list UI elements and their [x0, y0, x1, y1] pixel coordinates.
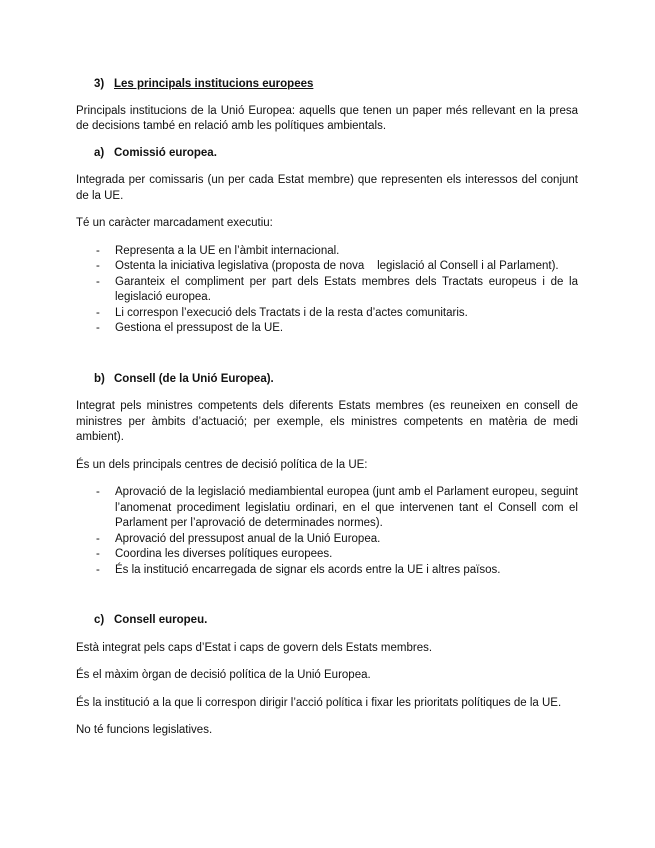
european-council-paragraph: No té funcions legislatives.	[76, 724, 213, 736]
commission-description: Integrada per comissaris (un per cada Estat membre) que representen els interessos del conjunt de la UE.	[76, 174, 578, 202]
section-title: Les principals institucions europees	[114, 78, 314, 90]
list-item: - Coordina les diverses polítiques europees.	[76, 547, 578, 563]
list-item: - Ostenta la iniciativa legislativa (proposta de nova legislació al Consell i al Parlament).	[76, 259, 578, 275]
list-item: - És la institució encarregada de signar els acords entre la UE i altres països.	[76, 563, 578, 579]
list-item: - Aprovació de la legislació mediambiental europea (junt amb el Parlament europeu, seguint l’anomenat procediment legislatiu ordinari, en el que intervenen tant el Consell com el Parlament per l’aprovació de determinades normes).	[76, 485, 578, 532]
council-list	[76, 485, 578, 578]
list-item: - Representa a la UE en l’àmbit internacional.	[76, 244, 578, 260]
list-item: - Li correspon l’execució dels Tractats i de la resta d’actes comunitaris.	[76, 306, 578, 322]
section-heading	[94, 77, 578, 93]
commission-lead: Té un caràcter marcadament executiu:	[76, 217, 273, 229]
council-heading	[94, 372, 578, 388]
european-council-title: Consell europeu.	[114, 614, 208, 626]
european-council-paragraph: És el màxim òrgan de decisió política de la Unió Europea.	[76, 669, 371, 681]
council-title: Consell (de la Unió Europea).	[114, 372, 274, 385]
european-council-paragraph: Està integrat pels caps d’Estat i caps de govern dels Estats membres.	[76, 641, 433, 654]
section-number: 3)	[94, 78, 105, 90]
council-lead: És un dels principals centres de decisió política de la UE:	[76, 458, 368, 471]
european-council-paragraph: És la institució a la que li correspon dirigir l’acció política i fixar les prioritats polítiques de la UE.	[76, 696, 562, 709]
commission-heading	[94, 146, 578, 162]
document-page	[76, 77, 578, 739]
commission-list	[76, 244, 578, 337]
commission-number: a)	[94, 146, 105, 159]
list-item: - Aprovació del pressupost anual de la Unió Europea.	[76, 532, 578, 548]
section-intro: Principals institucions de la Unió Europea: aquells que tenen un paper més rellevant en la presa de decisions també en relació amb les polítiques ambientals.	[76, 104, 578, 132]
commission-title: Comissió europea.	[114, 146, 217, 159]
european-council-number: c)	[94, 614, 105, 626]
european-council-heading	[94, 613, 578, 629]
council-description: Integrat pels ministres competents dels diferents Estats membres (es reuneixen en consell de ministres per àmbits d’actuació; per exemple, els ministres competents en matèria de medi ambient).	[76, 400, 578, 443]
list-item: - Gestiona el pressupost de la UE.	[76, 321, 578, 337]
council-number: b)	[94, 372, 105, 385]
list-item: - Garanteix el compliment per part dels Estats membres dels Tractats europeus i de la legislació europea.	[76, 275, 578, 306]
